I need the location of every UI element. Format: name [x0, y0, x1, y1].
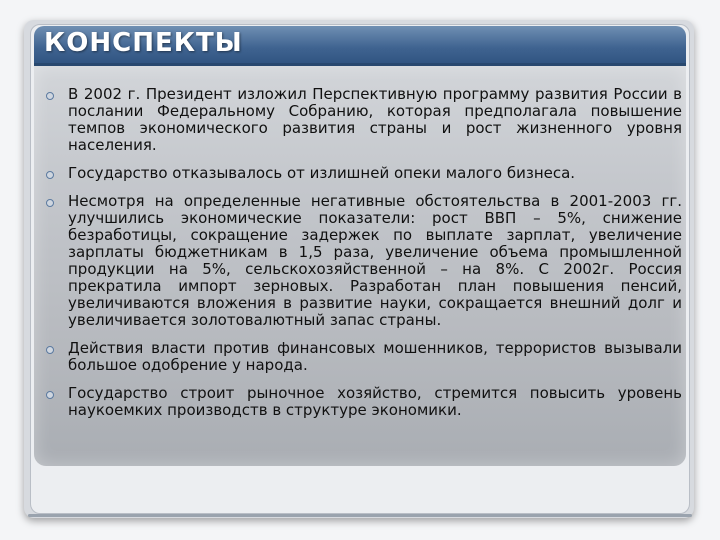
bottom-divider [28, 514, 692, 517]
slide-title: КОНСПЕКТЫ [44, 28, 243, 58]
bullet-item [38, 385, 686, 419]
bullet-item [38, 340, 686, 374]
bullet-text: Государство отказывалось от излишней опеки малого бизнеса. [68, 164, 576, 182]
bullet-list [38, 86, 686, 430]
bullet-text: Действия власти против финансовых мошенников, террористов вызывали большое одобрение у народа. [68, 339, 682, 374]
bullet-icon [46, 171, 54, 179]
bullet-item [38, 165, 686, 182]
bullet-text: Государство строит рыночное хозяйство, стремится повысить уровень наукоемких производств в структуре экономики. [68, 384, 682, 419]
bullet-text: В 2002 г. Президент изложил Перспективную программу развития России в послании Федеральному Собранию, которая предполагала повышение темпов экономического развития страны и рост жизненного уровня населения. [68, 85, 682, 154]
bullet-icon [46, 92, 54, 100]
bullet-text: Несмотря на определенные негативные обстоятельства в 2001-2003 гг. улучшились экономические показатели: рост ВВП – 5%, снижение безработицы, сокращение задержек по выплате зарплат, увеличение зарплаты бюджетникам в 1,5 раза, увеличение объема промышленной продукции на 5%, сельскохозяйственной – на 8%. С 2002г. Россия прекратила импорт зерновых. Разработан план повышения пенсий, увеличиваются вложения в развитие науки, сокращается внешний долг и увеличивается золотовалютный запас страны. [68, 192, 682, 329]
bullet-icon [46, 391, 54, 399]
bullet-item [38, 193, 686, 329]
bullet-item [38, 86, 686, 154]
bullet-icon [46, 199, 54, 207]
bullet-icon [46, 346, 54, 354]
